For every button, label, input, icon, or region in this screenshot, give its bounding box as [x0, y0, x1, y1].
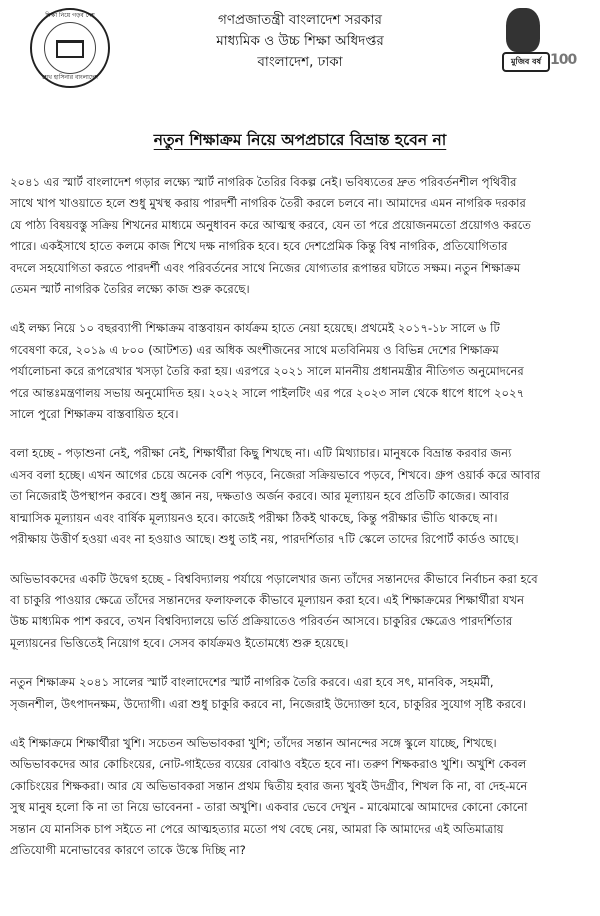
text-line: অভিভাবকদের আর কোচিংয়ের, নোট-গাইডের ব্যয়ের বোঝাও বইতে হবে না। তরুণ শিক্ষকরাও খুশি। অখুশি কেবল	[10, 757, 527, 772]
text-line: অভিভাবকদের একটি উদ্বেগ হচ্ছে - বিশ্ববিদ্যালয় পর্যায়ে পড়ালেখার জন্য তাঁদের সন্তানদের কীভাবে নির্বাচন করা হবে	[10, 571, 538, 586]
text-line: সালে পুরো শিক্ষাক্রম বাস্তবায়িত হবে।	[10, 407, 179, 422]
text-line: বলা হচ্ছে - পড়াশুনা নেই, পরীক্ষা নেই, শিক্ষার্থীরা কিছু শিখছে না। এটি মিথ্যাচার। মানুষকে বিভ্রান্ত করবার জন্য	[10, 446, 512, 461]
text-line: এই লক্ষ্য নিয়ে ১০ বছরব্যাপী শিক্ষাক্রম বাস্তবায়ন কার্যক্রম হাতে নেয়া হয়েছে। প্রথমেই ২০১৭-১৮ সালে ৬ টি	[10, 321, 500, 336]
government-name: গণপ্রজাতন্ত্রী বাংলাদেশ সরকার	[218, 12, 382, 28]
text-line: এসব বলা হচ্ছে। এখন আগের চেয়ে অনেক বেশি পড়বে, নিজেরা সক্রিয়ভাবে পড়বে, শিখবে। গ্রুপ ওয়ার্ক করে আবার	[10, 467, 541, 482]
notice-title	[0, 128, 600, 154]
text-line: তেমন স্মার্ট নাগরিক তৈরির লক্ষ্যে কাজ শুরু করেছে।	[10, 282, 250, 297]
text-line: সাথে খাপ খাওয়াতে হলে শুধু মুখস্থ করায় পারদর্শী নাগরিক তৈরী করলে চলবে না। আমাদের এমন নাগরিক দরকার	[10, 196, 526, 211]
book-icon	[56, 40, 84, 58]
text-line: তা নিজেরাই উপস্থাপন করবে। শুধু জ্ঞান নয়, দক্ষতাও অর্জন করবে। আর মূল্যায়ন হবে প্রতিটি কাজের। আবার	[10, 489, 509, 504]
text-line: উচ্চ মাধ্যমিক পাশ করবে, তখন বিশ্ববিদ্যালয়ে ভর্তি প্রক্রিয়াতেও পরিবর্তন আসবে। চাকুরির ক্ষেত্রেও পারদর্শিতার	[10, 614, 513, 629]
text-line: নতুন শিক্ষাক্রম ২০৪১ সালের স্মার্ট বাংলাদেশের স্মার্ট নাগরিক তৈরি করবে। এরা হবে সৎ, মানবিক, সহমর্মী,	[10, 675, 494, 690]
notice-body	[10, 172, 588, 879]
seal-text-bottom: শেখ হাসিনার বাংলাদেশ	[42, 74, 98, 81]
text-line: পর্যালোচনা করে রূপরেখার খসড়া তৈরি করা হয়। এরপরে ২০২১ সালে মাননীয় প্রধানমন্ত্রীর নীতিগত অনুমোদনের	[10, 364, 524, 379]
directorate-name: মাধ্যমিক ও উচ্চ শিক্ষা অধিদপ্তর	[216, 33, 384, 49]
text-line: ষান্মাসিক মূল্যায়ন এবং বার্ষিক মূল্যায়নও হবে। কাজেই পরীক্ষা ঠিকই থাকছে, কিন্তু পরীক্ষার ভীতি থাকছে না।	[10, 510, 498, 525]
text-line: বা চাকুরি পাওয়ার ক্ষেত্রে তাঁদের সন্তানদের ফলাফলকে কীভাবে মূল্যায়ন করা হবে। এই শিক্ষাক্রমের শিক্ষার্থীরা যখন	[10, 592, 524, 607]
mujib-100-logo	[500, 6, 580, 80]
text-line: এই শিক্ষাক্রমে শিক্ষার্থীরা খুশি। সচেতন অভিভাবকরা খুশি; তাঁদের সন্তান আনন্দের সঙ্গে স্কুলে যাচ্ছে, শিখছে।	[10, 735, 497, 750]
text-line: গবেষণা করে, ২০১৯ এ ৮০০ (আটশত) এর অধিক অংশীজনের সাথে মতবিনিময় ও বিভিন্ন দেশের শিক্ষাক্রম	[10, 342, 499, 357]
paragraph	[10, 443, 588, 550]
location: বাংলাদেশ, ঢাকা	[257, 54, 343, 70]
text-line: যে পাঠ্য বিষয়বস্তু সক্রিয় শিখনের মাধ্যমে অনুধাবন করে আত্মস্থ করবে, যেন তা পরে প্রয়োজনমতো প্রয়োগও করতে	[10, 217, 531, 232]
text-line: বদলে সহযোগিতা করতে পারদর্শী এবং পরিবর্তনের সাথে নিজের যোগ্যতার রূপান্তর ঘটাতে সক্ষম। নতুন শিক্ষাক্রম	[10, 260, 521, 275]
text-line: পারে। একইসাথে হাতে কলমে কাজ শিখে দক্ষ নাগরিক হবে। হবে দেশপ্রেমিক কিন্তু বিশ্ব নাগরিক, প্রতিযোগিতার	[10, 239, 508, 254]
text-line: প্রতিযোগী মনোভাবের কারণে তাকে উস্কে দিচ্ছি না?	[10, 842, 246, 857]
ministry-seal-logo	[30, 8, 110, 88]
text-line: সন্তান যে মানসিক চাপ সইতে না পেরে আত্মহত্যার মতো পথ বেছে নেয়, আমরা কি আমাদের এই অতিমাত্রায়	[10, 821, 504, 836]
text-line: পরীক্ষায় উত্তীর্ণ হওয়া এবং না হওয়াও আছে। শুধু তাই নয়, পারদর্শিতার ৭টি স্কেলে তাদের রিপোর্ট কার্ডও আছে।	[10, 532, 519, 547]
seal-text-top: শিক্ষা নিয়ে গড়ব দেশ	[45, 12, 95, 19]
text-line: সুস্থ মানুষ হলো কি না তা নিয়ে ভাবেননা - তারা অখুশি। একবার ভেবে দেখুন - মাঝেমাঝে আমাদের কোনো কোনো	[10, 800, 528, 815]
paragraph	[10, 733, 588, 861]
paragraph	[10, 318, 588, 425]
letterhead	[0, 0, 600, 100]
portrait-icon	[506, 8, 540, 52]
logo-number: 100	[550, 52, 577, 68]
paragraph	[10, 172, 588, 300]
notice-title-text: নতুন শিক্ষাক্রম নিয়ে অপপ্রচারে বিভ্রান্ত হবেন না	[153, 131, 447, 149]
text-line: কোচিংয়ের শিক্ষকরা। আর যে অভিভাবকরা সন্তান প্রথম দ্বিতীয় হবার জন্য খুবই উদগ্রীব, শিখল কি না, বা দেহ-মনে	[10, 778, 528, 793]
logo-mark: মুজিব বর্ষ	[502, 52, 550, 72]
government-heading	[150, 10, 450, 73]
paragraph	[10, 569, 588, 655]
paragraph	[10, 672, 588, 715]
text-line: ২০৪১ এর স্মার্ট বাংলাদেশ গড়ার লক্ষ্যে স্মার্ট নাগরিক তৈরির বিকল্প নেই। ভবিষ্যতের দ্রুত পরিবর্তনশীল পৃথিবীর	[10, 175, 517, 189]
text-line: পরে আন্তঃমন্ত্রণালয় সভায় অনুমোদিত হয়। ২০২২ সালে পাইলটিং এর পরে ২০২৩ সাল থেকে ধাপে ধাপে ২০২৭	[10, 385, 525, 400]
text-line: মূল্যায়নের ভিত্তিতেই নিয়োগ হবে। সেসব কার্যক্রমও ইতোমধ্যে শুরু হয়েছে।	[10, 635, 349, 650]
text-line: সৃজনশীল, উৎপাদনক্ষম, উদ্যোগী। এরা শুধু চাকুরি করবে না, নিজেরাই উদ্যোক্তা হবে, চাকুরির সুযোগ সৃষ্টি করবে।	[10, 696, 527, 711]
